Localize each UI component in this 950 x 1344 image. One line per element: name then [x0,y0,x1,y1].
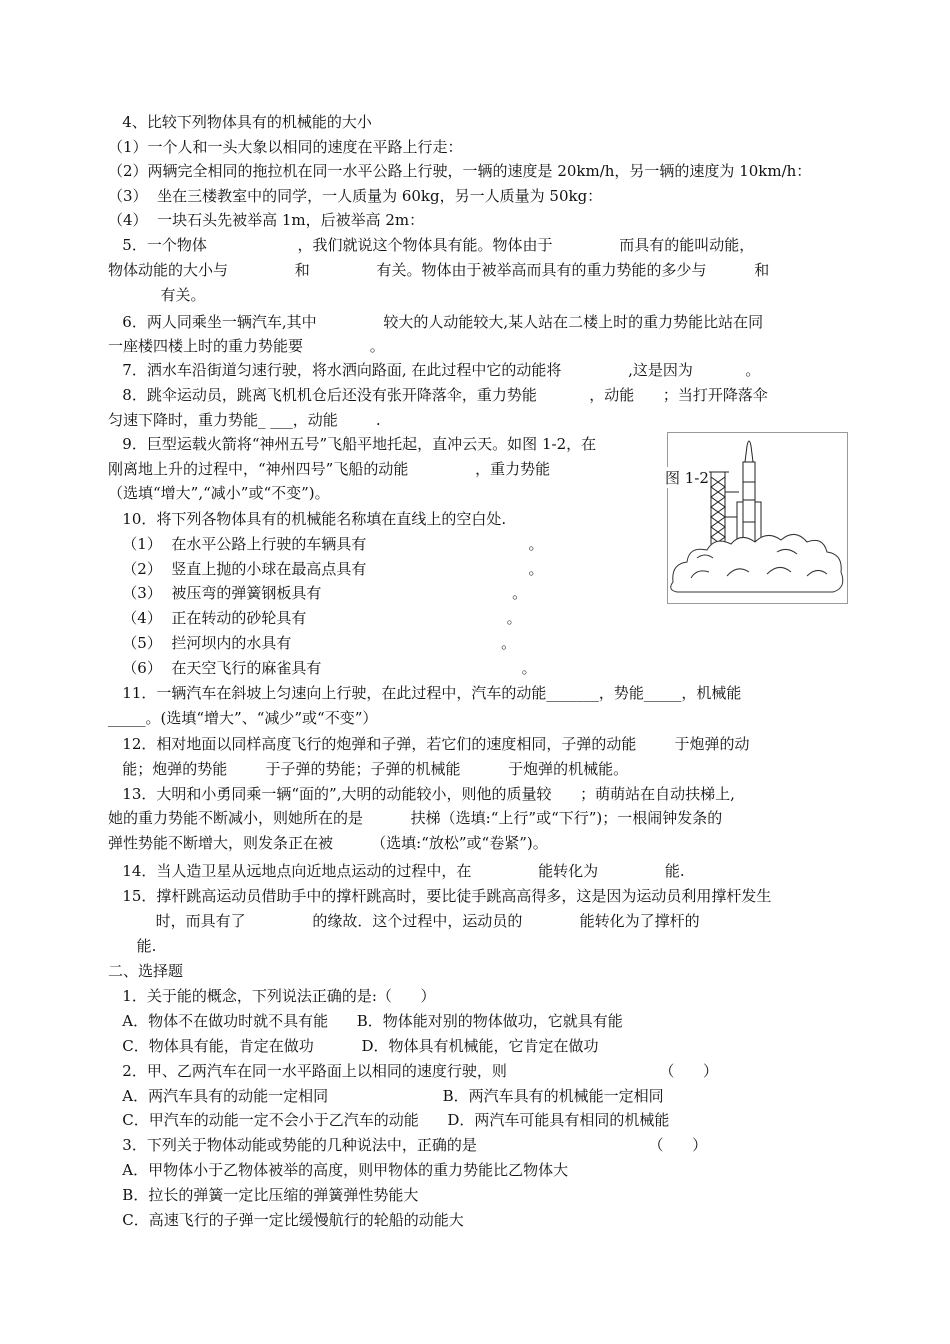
text-line: 14．当人造卫星从远地点向近地点运动的过程中，在 能转化为 能. [108,862,685,880]
text-line: C．高速飞行的子弹一定比缓慢航行的轮船的动能大 [108,1211,464,1229]
text-line: A．物体不在做功时就不具有能 B．物体能对别的物体做功，它就具有能 [108,1012,623,1030]
figure-caption: 图 1-2 [665,469,709,487]
text-line: （1）一个人和一头大象以相同的速度在平路上行走： [108,138,463,156]
text-line: （3） 坐在三楼教室中的同学，一人质量为 60kg，另一人质量为 50kg： [108,187,603,205]
text-line: A．两汽车具有的动能一定相同 B．两汽车具有的机械能一定相同 [108,1087,664,1105]
text-line: （4） 一块石头先被举高 1m，后被举高 2m： [108,211,425,229]
text-line: 能；炮弹的势能 于子弹的势能；子弹的机械能 于炮弹的机械能。 [108,760,629,778]
text-line: （4） 正在转动的砂轮具有 。 [108,609,522,627]
text-line: （2）两辆完全相同的拖拉机在同一水平公路上行驶，一辆的速度是 20km/h，另一辆的速度为 10km/h： [108,162,812,180]
text-line: 刚离地上升的过程中，“神州四号”飞船的动能 ，重力势能 [108,460,551,478]
text-line: （1） 在水平公路上行驶的车辆具有 。 [108,535,544,553]
text-line: （3） 被压弯的弹簧钢板具有 。 [108,584,528,602]
rocket-launch-icon [667,432,848,604]
text-line: B．拉长的弹簧一定比压缩的弹簧弹性势能大 [108,1186,419,1204]
text-line: 1．关于能的概念，下列说法正确的是:（ ） [108,987,436,1005]
text-line: 能. [108,937,157,955]
text-line: （2） 竖直上抛的小球在最高点具有 。 [108,560,544,578]
text-line: 7．洒水车沿街道匀速行驶，将水洒向路面, 在此过程中它的动能将 ,这是因为 。 [108,361,761,379]
section-heading: 二、选择题 [108,962,184,980]
text-line: 15．撑杆跳高运动员借助手中的撑杆跳高时，要比徒手跳高高得多，这是因为运动员利用撑杆发生 [108,887,772,905]
text-line: 弹性势能不断增大，则发条正在被 （选填:“放松”或“卷紧”)。 [108,834,548,852]
text-line: 匀速下降时，重力势能_ ___，动能 . [108,411,381,429]
text-line: 2．甲、乙两汽车在同一水平路面上以相同的速度行驶，则 （ ） [108,1062,719,1080]
text-line: 11．一辆汽车在斜坡上匀速向上行驶，在此过程中，汽车的动能_______，势能_____，机械能 [108,684,742,702]
text-line: _____。(选填“增大”、“减少”或“不变”） [108,709,378,727]
text-line: 5．一个物体 ，我们就说这个物体具有能。物体由于 而具有的能叫动能， [108,236,755,254]
text-line: 有关。 [108,286,206,304]
text-line: 她的重力势能不断减小，则她所在的是 扶梯（选填:“上行”或“下行”)；一根闹钟发条的 [108,809,723,827]
rocket-launch-figure [667,432,848,604]
text-line: （5） 拦河坝内的水具有 。 [108,634,517,652]
text-line: C．物体具有能，肯定在做功 D．物体具有机械能，它肯定在做功 [108,1037,599,1055]
text-line: 8．跳伞运动员，跳离飞机机仓后还没有张开降落伞，重力势能 ，动能 ；当打开降落伞 [108,386,768,404]
text-line: 13．大明和小勇同乘一辆“面的”,大明的动能较小，则他的质量较 ；萌萌站在自动扶梯上, [108,785,735,803]
text-line: （6） 在天空飞行的麻雀具有 。 [108,659,537,677]
text-line: A．甲物体小于乙物体被举的高度，则甲物体的重力势能比乙物体大 [108,1161,569,1179]
text-line: C．甲汽车的动能一定不会小于乙汽车的动能 D．两汽车可能具有相同的机械能 [108,1111,670,1129]
text-line: 时，而具有了 的缘故．这个过程中，运动员的 能转化为了撑杆的 [108,912,700,930]
text-line: 12．相对地面以同样高度飞行的炮弹和子弹，若它们的速度相同，子弹的动能 于炮弹的动 [108,735,750,753]
text-line: 9．巨型运载火箭将“神州五号”飞船平地托起，直冲云天。如图 1-2，在 [108,435,597,453]
text-line: 6．两人同乘坐一辆汽车,其中 较大的人动能较大,某人站在二楼上时的重力势能比站在同 [108,313,764,331]
text-line: 4、比较下列物体具有的机械能的大小 [108,113,372,131]
text-line: 一座楼四楼上时的重力势能要 。 [108,337,385,355]
text-line: 10．将下列各物体具有的机械能名称填在直线上的空白处. [108,510,507,528]
text-line: 物体动能的大小与 和 有关。物体由于被举高而具有的重力势能的多少与 和 [108,261,770,279]
text-line: 3．下列关于物体动能或势能的几种说法中，正确的是 （ ） [108,1136,708,1154]
text-line: （选填“增大”,“减小”或“不变”)。 [108,484,330,502]
